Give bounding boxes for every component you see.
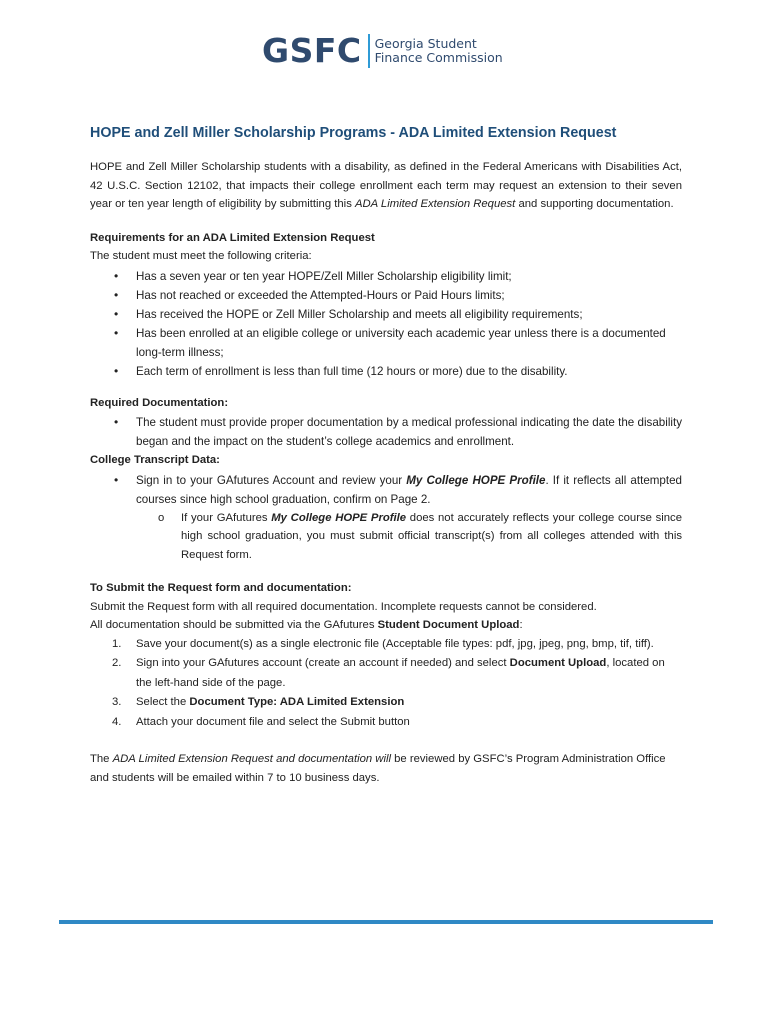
transcript-sub-after: does not accurately reflects your college course since high school graduation, you must submit official transcript(s) from all colleges attended with this Request form. bbox=[181, 511, 682, 561]
transcript-list bbox=[90, 471, 682, 509]
logo-divider bbox=[368, 34, 370, 68]
transcript-sublist bbox=[90, 509, 682, 565]
step-number: 1. bbox=[112, 637, 122, 650]
step-text: Sign into your GAfutures account (create an account if needed) and select bbox=[136, 657, 510, 669]
spacer bbox=[90, 564, 682, 579]
step-bold: Document Type: ADA Limited Extension bbox=[189, 696, 405, 708]
step-text: Select the bbox=[136, 696, 190, 708]
documentation-list bbox=[90, 413, 682, 451]
requirements-lead: The student must meet the following criteria: bbox=[90, 250, 312, 262]
submit-step bbox=[90, 635, 682, 655]
submit-line-2-after: : bbox=[519, 619, 523, 631]
transcript-item bbox=[90, 471, 682, 509]
documentation-heading: Required Documentation: bbox=[90, 396, 229, 409]
step-number: 2. bbox=[112, 657, 122, 669]
closing-italic: ADA Limited Extension Request and documentation will bbox=[112, 753, 391, 765]
step-text: Attach your document file and select the Submit button bbox=[136, 715, 410, 728]
logo-mark: GSFC bbox=[262, 31, 362, 70]
logo-line-2: Finance Commission bbox=[374, 50, 503, 65]
requirements-list bbox=[90, 267, 682, 381]
footer-rule bbox=[59, 920, 713, 924]
step-number: 4. bbox=[112, 715, 122, 728]
submit-upload-name: Student Document Upload bbox=[377, 619, 520, 631]
requirement-item: • Has been enrolled at an eligible college or university each academic year unless there is a documented long-term illness; bbox=[90, 324, 682, 362]
intro-paragraph bbox=[90, 158, 682, 214]
documentation-item: • The student must provide proper documentation by a medical professional indicating the date the disability began and the impact on the student’s college academics and enrollment. bbox=[90, 413, 682, 451]
submit-step bbox=[90, 693, 682, 713]
spacer bbox=[90, 732, 682, 750]
transcript-sub-profile-name: My College HOPE Profile bbox=[271, 511, 407, 524]
closing-paragraph bbox=[90, 750, 682, 787]
requirement-item: • Each term of enrollment is less than full time (12 hours or more) due to the disability. bbox=[90, 362, 682, 381]
transcript-sub-before: If your GAfutures bbox=[181, 511, 272, 524]
document-body bbox=[90, 123, 682, 787]
logo-text bbox=[375, 37, 503, 65]
submit-heading: To Submit the Request form and documentation: bbox=[90, 582, 352, 594]
closing-before: The bbox=[90, 753, 113, 765]
requirement-item: • Has not reached or exceeded the Attempted-Hours or Paid Hours limits; bbox=[90, 286, 682, 305]
requirements-heading: Requirements for an ADA Limited Extension Request bbox=[90, 231, 375, 244]
closing-after: be reviewed by GSFC’s Program Administration Office and students will be emailed within 7 to 10 business days. bbox=[90, 753, 666, 784]
intro-text-after: and supporting documentation. bbox=[515, 198, 674, 210]
step-number: 3. bbox=[112, 696, 122, 708]
transcript-text-before: Sign in to your GAfutures Account and review your bbox=[136, 473, 407, 487]
submit-step bbox=[90, 654, 682, 693]
requirement-item: • Has received the HOPE or Zell Miller Scholarship and meets all eligibility requirements; bbox=[90, 305, 682, 324]
intro-text-before: HOPE and Zell Miller Scholarship students with a disability, as defined in the Federal Americans with Disabilities Act, 42 U.S.C. Section 12102, that impacts their college enrollment each term may request an extension to their seven year or ten year length of eligibility by submitting this bbox=[90, 161, 682, 210]
submit-line-2-before: All documentation should be submitted via the GAfutures bbox=[90, 619, 378, 631]
transcript-profile-name: My College HOPE Profile bbox=[406, 473, 546, 487]
logo-line-1: Georgia Student bbox=[374, 36, 477, 51]
step-bold: Document Upload bbox=[509, 657, 607, 669]
transcript-text-after: . If it reflects all attempted courses since high school graduation, confirm on Page 2. bbox=[136, 473, 682, 506]
submit-line-2 bbox=[90, 616, 682, 635]
submit-steps bbox=[90, 635, 682, 733]
submit-line-1: Submit the Request form with all required documentation. Incomplete requests cannot be considered. bbox=[90, 600, 597, 613]
step-text: Save your document(s) as a single electronic file (Acceptable file types: pdf, jpg, jpeg, png, bmp, tif, tiff). bbox=[136, 637, 654, 650]
transcript-subitem bbox=[90, 509, 682, 565]
intro-italic: ADA Limited Extension Request bbox=[354, 198, 516, 210]
spacer bbox=[90, 381, 682, 394]
gsfc-logo bbox=[262, 32, 503, 70]
step-text-after: , located on the left-hand side of the page. bbox=[136, 657, 665, 689]
page-title: HOPE and Zell Miller Scholarship Programs - ADA Limited Extension Request bbox=[90, 125, 617, 141]
submit-step bbox=[90, 713, 682, 733]
requirement-item: • Has a seven year or ten year HOPE/Zell Miller Scholarship eligibility limit; bbox=[90, 267, 682, 286]
transcript-heading: College Transcript Data: bbox=[90, 454, 220, 466]
